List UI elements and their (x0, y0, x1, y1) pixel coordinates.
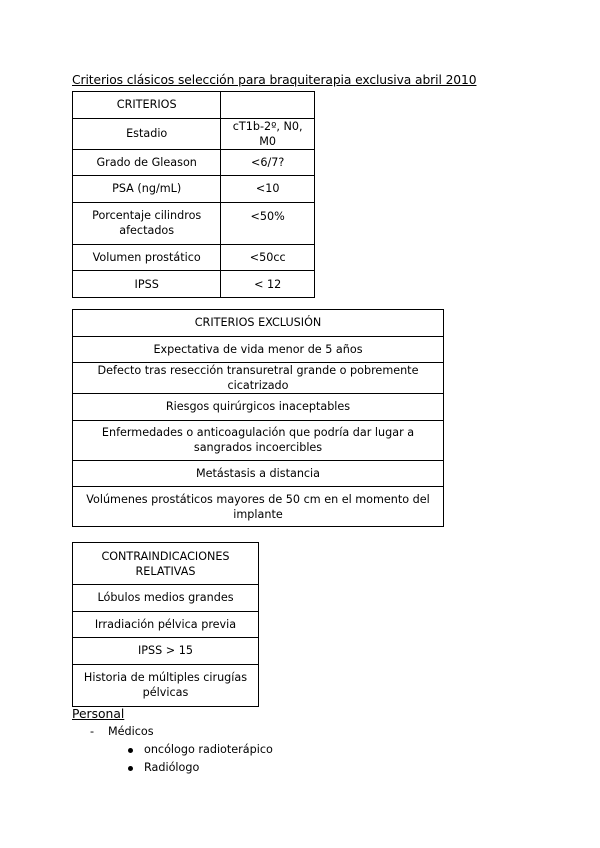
table-row (73, 244, 315, 271)
contraindicaciones-table (72, 542, 259, 707)
table-header-cell (221, 92, 315, 119)
table-row (73, 336, 444, 363)
criterion-value: <6/7? (221, 149, 315, 176)
table-row (73, 611, 259, 638)
table-header-row (73, 543, 259, 585)
table-row (73, 664, 259, 706)
table-header-row (73, 310, 444, 337)
criterion-value: cT1b-2º, N0, M0 (221, 118, 315, 149)
exclusion-item: Volúmenes prostáticos mayores de 50 cm en el momento del implante (73, 487, 444, 527)
criterion-name: PSA (ng/mL) (73, 176, 221, 203)
criterios-table (72, 91, 315, 298)
exclusion-item: Expectativa de vida menor de 5 años (73, 336, 444, 363)
table-header-cell: CRITERIOS EXCLUSIÓN (73, 310, 444, 337)
table-row (73, 176, 315, 203)
exclusion-table (72, 309, 444, 527)
exclusion-item: Enfermedades o anticoagulación que podría dar lugar a sangrados incoercibles (73, 420, 444, 460)
criterion-value: <50% (221, 202, 315, 244)
table-row (73, 585, 259, 612)
exclusion-item: Riesgos quirúrgicos inaceptables (73, 394, 444, 421)
table-row (73, 394, 444, 421)
document-title: Criterios clásicos selección para braquiterapia exclusiva abril 2010 (72, 73, 477, 87)
criterion-name: Volumen prostático (73, 244, 221, 271)
list-item-group: Médicos (108, 725, 154, 738)
bullet-icon (128, 766, 133, 771)
table-row (73, 420, 444, 460)
table-row (73, 363, 444, 394)
section-heading-personal: Personal (72, 707, 125, 721)
criterion-name: Estadio (73, 118, 221, 149)
table-header-cell: CONTRAINDICACIONES RELATIVAS (73, 543, 259, 585)
table-row (73, 271, 315, 298)
exclusion-item: Metástasis a distancia (73, 460, 444, 487)
table-row (73, 149, 315, 176)
exclusion-item: Defecto tras resección transuretral grande o pobremente cicatrizado (73, 363, 444, 394)
criterion-value: <50cc (221, 244, 315, 271)
contraindication-item: Historia de múltiples cirugías pélvicas (73, 664, 259, 706)
contraindication-item: IPSS > 15 (73, 638, 259, 665)
criterion-name: Grado de Gleason (73, 149, 221, 176)
criterion-value: < 12 (221, 271, 315, 298)
table-header-cell: CRITERIOS (73, 92, 221, 119)
bullet-icon (128, 748, 133, 753)
table-row (73, 460, 444, 487)
list-item: oncólogo radioterápico (144, 743, 273, 756)
dash-marker: - (90, 725, 95, 738)
table-row (73, 118, 315, 149)
table-header-row (73, 92, 315, 119)
contraindication-item: Irradiación pélvica previa (73, 611, 259, 638)
criterion-value: <10 (221, 176, 315, 203)
list-item: Radiólogo (144, 761, 200, 774)
table-row (73, 638, 259, 665)
contraindication-item: Lóbulos medios grandes (73, 585, 259, 612)
criterion-name: Porcentaje cilindros afectados (73, 202, 221, 244)
table-row (73, 487, 444, 527)
table-row (73, 202, 315, 244)
criterion-name: IPSS (73, 271, 221, 298)
